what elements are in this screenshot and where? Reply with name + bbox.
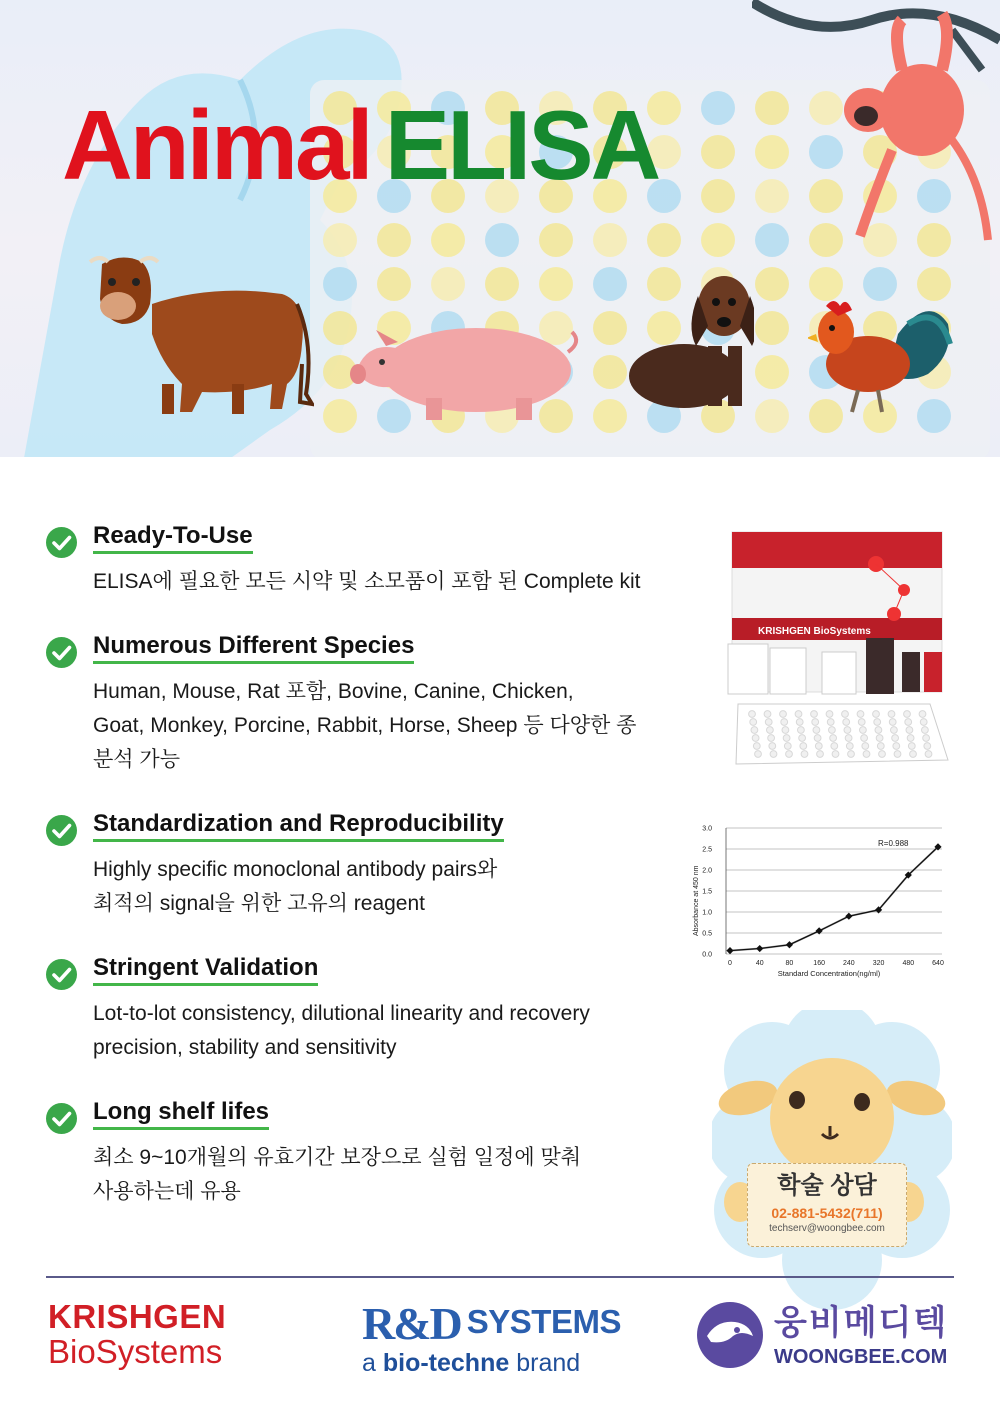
monkey-illustration bbox=[752, 0, 1000, 250]
chart-data-point bbox=[816, 927, 823, 934]
feature-line: Highly specific monoclonal antibody pairs와 bbox=[93, 858, 498, 881]
feature-line: ELISA에 필요한 모든 시약 및 소모품이 포함 된 Complete kit bbox=[93, 570, 641, 593]
krishgen-logo-line2: BioSystems bbox=[48, 1333, 223, 1370]
pig-illustration bbox=[346, 312, 582, 422]
feature-title: Long shelf lifes bbox=[93, 1098, 269, 1130]
woongbee-name: 웅비메디텍 bbox=[774, 1304, 949, 1342]
chart-xtick-label: 40 bbox=[755, 960, 764, 967]
chart-ytick-label: 0.0 bbox=[702, 951, 712, 959]
rnd-tagline-prefix: a bbox=[362, 1349, 376, 1377]
feature-title: Stringent Validation bbox=[93, 954, 318, 986]
chart-xlabel: Standard Concentration(ng/ml) bbox=[777, 969, 881, 978]
rnd-systems-text: SYSTEMS bbox=[466, 1303, 621, 1340]
check-icon bbox=[46, 959, 77, 990]
krishgen-logo[interactable] bbox=[48, 1300, 226, 1370]
rnd-systems-logo[interactable] bbox=[362, 1298, 621, 1378]
rnd-mark: R&D bbox=[362, 1298, 461, 1349]
hero-banner bbox=[0, 0, 1000, 457]
feature-title: Standardization and Reproducibility bbox=[93, 810, 504, 842]
check-icon bbox=[46, 637, 77, 668]
feature-line: precision, stability and sensitivity bbox=[93, 1036, 397, 1059]
feature-description bbox=[93, 1141, 693, 1209]
rooster-illustration bbox=[808, 294, 954, 416]
standard-curve-chart bbox=[688, 818, 958, 980]
feature-line: Goat, Monkey, Porcine, Rabbit, Horse, Sheep 등 다양한 종 bbox=[93, 714, 637, 737]
chart-xtick-label: 240 bbox=[843, 960, 855, 967]
rnd-tagline bbox=[362, 1348, 621, 1378]
sheep-mascot bbox=[712, 1010, 952, 1310]
chart-ytick-label: 3.0 bbox=[702, 825, 712, 833]
feature-description bbox=[93, 675, 693, 777]
feature-title: Ready-To-Use bbox=[93, 522, 253, 554]
chart-data-point bbox=[786, 941, 793, 948]
feature-line: 최소 9~10개월의 유효기간 보장으로 실험 일정에 맞춰 bbox=[93, 1146, 582, 1169]
kit-brand-label: KRISHGEN BioSystems bbox=[758, 626, 871, 637]
woongbee-logo-icon[interactable] bbox=[697, 1302, 763, 1368]
woongbee-logo[interactable] bbox=[774, 1305, 948, 1369]
title-elisa: ELISA bbox=[384, 90, 659, 200]
feature-line: Lot-to-lot consistency, dilutional linearity and recovery bbox=[93, 1002, 590, 1025]
chart-xtick-label: 160 bbox=[813, 960, 825, 967]
chart-ytick-label: 2.0 bbox=[702, 867, 712, 875]
feature-description bbox=[93, 565, 693, 599]
chart-xtick-label: 0 bbox=[728, 960, 732, 967]
chart-fit-line bbox=[730, 847, 938, 951]
check-icon bbox=[46, 1103, 77, 1134]
feature-line: 최적의 signal을 위한 고유의 reagent bbox=[93, 892, 426, 915]
chart-xtick-label: 640 bbox=[932, 960, 944, 967]
feature-title: Numerous Different Species bbox=[93, 632, 414, 664]
page-title bbox=[62, 90, 659, 200]
feature-description bbox=[93, 997, 693, 1065]
chart-data-point bbox=[726, 947, 733, 954]
contact-sign bbox=[747, 1163, 907, 1247]
rnd-tagline-bio: bio-techne bbox=[382, 1349, 510, 1377]
cow-illustration bbox=[82, 244, 314, 422]
chart-ytick-label: 1.0 bbox=[702, 909, 712, 917]
elisa-kit-image bbox=[726, 528, 952, 768]
krishgen-logo-line1: KRISHGEN bbox=[48, 1298, 227, 1335]
chart-xtick-label: 480 bbox=[902, 960, 915, 967]
feature-line: 사용하는데 유용 bbox=[93, 1180, 241, 1203]
chart-ytick-label: 1.5 bbox=[702, 888, 712, 896]
contact-email[interactable]: techserv@woongbee.com bbox=[769, 1223, 885, 1234]
rnd-tagline-suffix: brand bbox=[516, 1349, 581, 1377]
dachshund-illustration bbox=[624, 266, 754, 412]
chart-xtick-label: 80 bbox=[785, 960, 794, 967]
chart-xtick-label: 320 bbox=[872, 960, 885, 967]
footer-divider bbox=[46, 1276, 954, 1278]
chart-ytick-label: 2.5 bbox=[702, 846, 712, 854]
chart-series-line bbox=[730, 847, 938, 951]
chart-ylabel: Absorbance at 450 nm bbox=[693, 865, 700, 936]
title-animal: Animal bbox=[62, 90, 371, 200]
check-icon bbox=[46, 815, 77, 846]
contact-phone[interactable]: 02-881-5432(711) bbox=[771, 1205, 883, 1221]
feature-line: 분석 가능 bbox=[93, 748, 180, 771]
chart-data-point bbox=[756, 945, 763, 952]
check-icon bbox=[46, 527, 77, 558]
contact-title: 학술 상담 bbox=[777, 1172, 877, 1199]
chart-ytick-label: 0.5 bbox=[702, 930, 712, 938]
feature-description bbox=[93, 853, 693, 921]
chart-annotation: R=0.988 bbox=[878, 839, 909, 848]
woongbee-url[interactable]: WOONGBEE.COM bbox=[774, 1346, 948, 1368]
chart-data-point bbox=[845, 913, 852, 920]
feature-line: Human, Mouse, Rat 포함, Bovine, Canine, Chicken, bbox=[93, 680, 574, 703]
